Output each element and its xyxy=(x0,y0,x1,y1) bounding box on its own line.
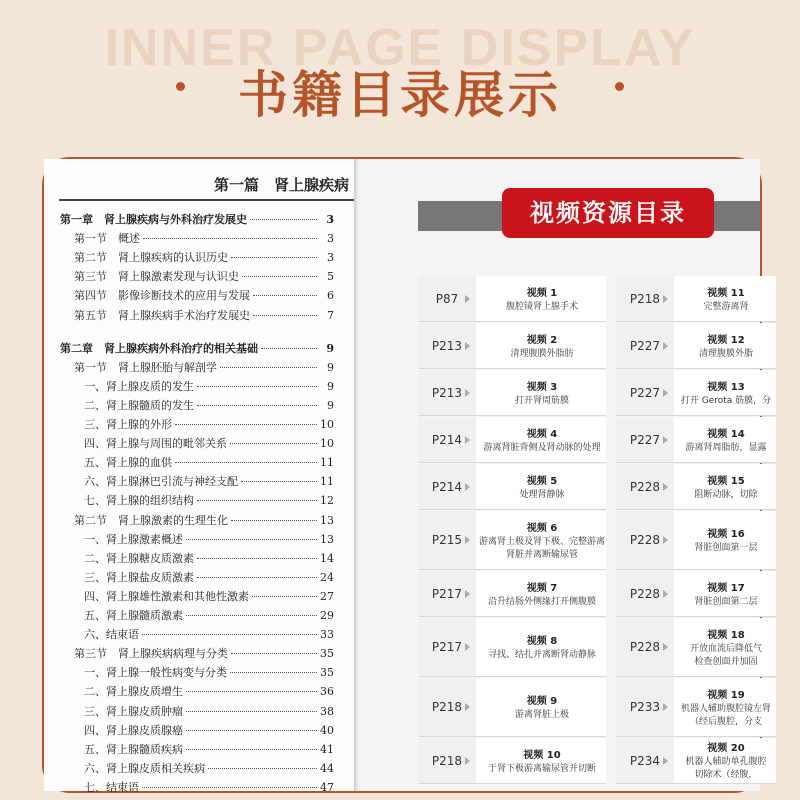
video-info xyxy=(478,370,606,415)
video-row[interactable] xyxy=(418,370,606,416)
toc-page xyxy=(44,159,357,794)
video-row[interactable] xyxy=(418,738,606,784)
toc-item xyxy=(84,760,334,778)
toc-page-number: 14 xyxy=(320,551,334,565)
toc-page-number: 6 xyxy=(327,289,334,303)
toc-label: 三、肾上腺皮质肿瘤 xyxy=(84,704,183,718)
toc-item xyxy=(84,397,334,415)
video-info xyxy=(676,464,776,509)
video-title: 视频 2 xyxy=(526,334,558,346)
toc-leader xyxy=(186,539,317,540)
video-info xyxy=(676,323,776,368)
toc-leader xyxy=(175,462,317,463)
video-description: 游离肾脏上极 xyxy=(514,710,569,720)
toc-page-number: 9 xyxy=(327,398,334,412)
video-info xyxy=(478,511,606,569)
toc-page-number: 10 xyxy=(320,418,334,431)
toc-leader xyxy=(253,295,317,296)
toc-page-number: 11 xyxy=(320,475,334,489)
toc-label: 三、肾上腺盐皮质激素 xyxy=(84,570,194,584)
toc-label: 三、肾上腺的外形 xyxy=(84,418,172,431)
video-title: 视频 7 xyxy=(526,582,558,594)
video-description: 肾脏创面第二层 xyxy=(694,596,758,607)
toc-label: 二、肾上腺皮质增生 xyxy=(84,685,183,699)
video-info xyxy=(478,464,606,509)
video-description: 肾脏创面第一层 xyxy=(694,543,758,553)
video-page-ref: P218 xyxy=(418,678,476,736)
video-description: 打开 Gerota 筋膜，分 xyxy=(680,395,772,406)
video-description: 开放血流后降低气 检查创面并加固 xyxy=(689,643,762,667)
toc-label: 一、肾上腺皮质的发生 xyxy=(84,379,194,393)
toc-label: 五、肾上腺的血供 xyxy=(84,456,172,470)
video-description: 于肾下极游离输尿管并切断 xyxy=(487,763,596,774)
toc-item xyxy=(84,588,334,606)
video-description: 游离肾上极及肾下极、完整游离 肾脏并离断输尿管 xyxy=(478,536,605,560)
toc-item xyxy=(84,703,334,721)
toc-leader xyxy=(208,768,317,769)
video-index-badge: 视频资源目录 xyxy=(502,188,714,238)
toc-label: 第二节 肾上腺激素的生理生化 xyxy=(74,513,228,527)
video-row[interactable] xyxy=(616,276,776,322)
toc-leader xyxy=(250,219,317,220)
toc-leader xyxy=(142,787,317,788)
toc-page-number: 36 xyxy=(320,685,334,699)
toc-chapter xyxy=(60,211,334,229)
toc-item xyxy=(84,473,334,491)
toc-page-number: 24 xyxy=(320,570,334,584)
video-description: 清理腹膜外脂 xyxy=(698,348,753,359)
toc-item xyxy=(84,454,334,472)
toc-item xyxy=(84,779,334,797)
toc-leader xyxy=(252,596,317,597)
video-row[interactable] xyxy=(616,417,776,463)
video-info xyxy=(676,571,776,616)
toc-page-number: 41 xyxy=(320,742,334,756)
video-title: 视频 9 xyxy=(526,696,558,707)
toc-page-number: 13 xyxy=(320,513,334,527)
toc-label: 第三节 肾上腺激素发现与认识史 xyxy=(74,270,239,284)
video-row[interactable] xyxy=(616,511,776,570)
toc-item xyxy=(84,492,334,510)
toc-label: 二、肾上腺糖皮质激素 xyxy=(84,551,194,565)
toc-item xyxy=(84,569,334,587)
video-row[interactable] xyxy=(418,323,606,369)
part-title-rule xyxy=(59,199,359,201)
toc-page-number: 5 xyxy=(327,270,334,284)
video-title: 视频 15 xyxy=(707,475,745,487)
toc-label: 七、肾上腺的组织结构 xyxy=(84,494,194,508)
video-info xyxy=(478,618,606,676)
toc-section xyxy=(74,359,334,377)
video-description: 完整游离肾 xyxy=(703,301,749,312)
toc-label: 二、肾上腺髓质的发生 xyxy=(84,398,194,412)
video-page-ref: P228 xyxy=(616,571,674,616)
toc-leader xyxy=(242,276,317,277)
video-page-ref: P87 xyxy=(418,276,476,321)
video-description: 阻断动脉，切除 xyxy=(694,489,758,500)
video-row[interactable] xyxy=(418,464,606,510)
video-description: 寻找、结扎并离断肾动静脉 xyxy=(487,650,596,660)
video-title: 视频 17 xyxy=(707,582,745,594)
background-watermark: INNER PAGE DISPLAY xyxy=(104,19,696,77)
toc-section xyxy=(74,645,334,663)
video-title: 视频 3 xyxy=(526,381,558,393)
video-page-ref: P214 xyxy=(418,417,476,462)
toc-label: 七、结束语 xyxy=(84,780,139,794)
video-title: 视频 8 xyxy=(526,636,558,647)
video-description: 机器人辅助腹腔镜左肾 （经后腹腔，分支 xyxy=(680,703,771,727)
video-page-ref: P217 xyxy=(418,571,476,616)
toc-label: 五、肾上腺髓质激素 xyxy=(84,609,183,622)
video-row[interactable] xyxy=(616,738,776,784)
video-page-ref: P233 xyxy=(616,678,674,736)
video-row[interactable] xyxy=(616,464,776,510)
toc-leader xyxy=(230,672,317,673)
toc-label: 六、结束语 xyxy=(84,628,139,642)
toc-item xyxy=(84,741,334,759)
toc-label: 第一节 概述 xyxy=(74,232,140,246)
toc-leader xyxy=(197,577,317,578)
video-page-ref: P234 xyxy=(616,738,674,783)
video-title: 视频 5 xyxy=(526,475,558,487)
video-info xyxy=(478,417,606,462)
video-page-ref: P218 xyxy=(616,276,674,321)
toc-section xyxy=(74,512,334,530)
video-info xyxy=(676,678,776,736)
part-title: 第一篇 肾上腺疾病 xyxy=(214,176,350,194)
toc-label: 四、肾上腺皮质腺癌 xyxy=(84,723,183,737)
video-info xyxy=(676,511,776,569)
toc-leader xyxy=(143,238,317,239)
toc-page-number: 13 xyxy=(320,532,334,546)
toc-item xyxy=(84,531,334,549)
toc-chapter xyxy=(60,340,334,358)
video-info xyxy=(676,370,776,415)
toc-item xyxy=(84,416,334,434)
toc-label: 第五节 肾上腺疾病手术治疗发展史 xyxy=(74,308,250,322)
video-title: 视频 12 xyxy=(707,334,745,346)
video-row[interactable] xyxy=(616,618,776,677)
toc-section xyxy=(74,287,334,305)
video-page-ref: P218 xyxy=(418,738,476,783)
video-page-ref: P228 xyxy=(616,618,674,676)
video-title: 视频 19 xyxy=(707,689,745,701)
toc-leader xyxy=(230,443,317,444)
toc-leader xyxy=(186,691,317,692)
video-info xyxy=(676,738,776,783)
video-title: 视频 6 xyxy=(526,522,558,534)
toc-leader xyxy=(186,711,317,712)
toc-item xyxy=(84,722,334,740)
video-info xyxy=(478,323,606,368)
toc-page-number: 12 xyxy=(320,494,334,508)
video-info xyxy=(478,276,606,321)
video-title: 视频 18 xyxy=(707,629,745,641)
toc-leader xyxy=(186,615,317,616)
toc-leader xyxy=(186,730,317,731)
toc-leader xyxy=(231,520,317,521)
video-info xyxy=(676,276,776,321)
video-description: 清理腹膜外脂肪 xyxy=(510,348,574,359)
toc-page-number: 40 xyxy=(320,723,334,737)
toc-item xyxy=(84,626,334,644)
toc-page-number: 7 xyxy=(327,308,334,322)
toc-label: 第二节 肾上腺疾病的认识历史 xyxy=(74,251,228,265)
video-page-ref: P213 xyxy=(418,323,476,368)
video-page-ref: P215 xyxy=(418,511,476,569)
video-title: 视频 10 xyxy=(523,749,561,761)
toc-page-number: 3 xyxy=(326,213,334,226)
toc-page-number: 38 xyxy=(320,704,334,718)
video-description: 沿升结肠外侧缘打开侧腹膜 xyxy=(487,596,596,607)
toc-page-number: 9 xyxy=(327,360,334,374)
video-page-ref: P227 xyxy=(616,417,674,462)
toc-leader xyxy=(253,315,317,316)
toc-section xyxy=(74,268,334,286)
toc-page-number: 9 xyxy=(327,379,334,393)
video-description: 处理肾静脉 xyxy=(519,489,565,500)
toc-label: 第一章 肾上腺疾病与外科治疗发展史 xyxy=(60,213,247,226)
toc-item xyxy=(84,683,334,701)
video-description: 机器人辅助单孔腹腔 切除术（经腹， xyxy=(685,757,767,780)
video-page-ref: P227 xyxy=(616,370,674,415)
toc-section xyxy=(74,230,334,248)
toc-label: 第二章 肾上腺疾病外科治疗的相关基础 xyxy=(60,341,258,355)
video-row[interactable] xyxy=(616,571,776,617)
toc-label: 一、肾上腺一般性病变与分类 xyxy=(84,666,227,680)
toc-leader xyxy=(175,424,317,425)
video-description: 游离肾脏背侧及肾动脉的处理 xyxy=(483,442,601,453)
video-page-ref: P227 xyxy=(616,323,674,368)
toc-leader xyxy=(186,749,317,750)
video-info xyxy=(478,678,606,736)
toc-label: 四、肾上腺雄性激素和其他性激素 xyxy=(84,589,249,603)
toc-page-number: 44 xyxy=(320,761,334,775)
toc-leader xyxy=(231,653,317,654)
toc-item xyxy=(84,664,334,682)
toc-label: 五、肾上腺髓质疾病 xyxy=(84,742,183,756)
toc-label: 第一节 肾上腺胚胎与解剖学 xyxy=(74,360,217,374)
video-title: 视频 4 xyxy=(526,428,558,440)
toc-label: 六、肾上腺皮质相关疾病 xyxy=(84,761,205,775)
video-info xyxy=(676,618,776,676)
toc-item xyxy=(84,607,334,625)
toc-item xyxy=(84,550,334,568)
video-page-ref: P217 xyxy=(418,618,476,676)
toc-section xyxy=(74,249,334,267)
video-title: 视频 20 xyxy=(707,743,745,754)
video-title: 视频 1 xyxy=(526,287,558,299)
toc-section xyxy=(74,307,334,325)
video-description: 游离肾周脂肪，显露 xyxy=(685,442,767,453)
toc-page-number: 3 xyxy=(327,251,334,265)
video-description: 打开肾周筋膜 xyxy=(514,395,569,406)
video-page-ref: P213 xyxy=(418,370,476,415)
video-row[interactable] xyxy=(418,678,606,737)
toc-label: 六、肾上腺淋巴引流与神经支配 xyxy=(84,475,238,489)
toc-leader xyxy=(197,405,317,406)
video-row[interactable] xyxy=(616,370,776,416)
video-page-ref: P214 xyxy=(418,464,476,509)
video-title: 视频 11 xyxy=(707,287,745,299)
toc-label: 第三节 肾上腺疾病病理与分类 xyxy=(74,647,228,661)
toc-label: 四、肾上腺与周围的毗邻关系 xyxy=(84,437,227,451)
video-page-ref: P228 xyxy=(616,464,674,509)
toc-label: 一、肾上腺激素概述 xyxy=(84,532,183,546)
toc-item xyxy=(84,435,334,453)
video-row[interactable] xyxy=(418,417,606,463)
toc-page-number: 29 xyxy=(320,609,334,622)
toc-leader xyxy=(220,367,317,368)
toc-label: 第四节 影像诊断技术的应用与发展 xyxy=(74,289,250,303)
video-index-page xyxy=(360,159,772,791)
page-title: 书籍目录展示 xyxy=(238,66,562,124)
video-info xyxy=(478,738,606,783)
video-row[interactable] xyxy=(616,678,776,737)
toc-page-number: 3 xyxy=(327,232,334,246)
toc-page-number: 11 xyxy=(320,456,334,470)
video-title: 视频 13 xyxy=(707,381,745,393)
toc-leader xyxy=(197,386,317,387)
video-row[interactable] xyxy=(418,571,606,617)
toc-page-number: 27 xyxy=(320,589,334,603)
book-preview-frame xyxy=(42,157,772,794)
video-row[interactable] xyxy=(616,323,776,369)
toc-page-number: 47 xyxy=(320,780,334,794)
title-dot-right xyxy=(615,82,624,91)
toc-leader xyxy=(231,257,317,258)
toc-leader xyxy=(261,348,317,349)
video-title: 视频 16 xyxy=(707,529,745,540)
toc-page-number: 33 xyxy=(320,628,334,642)
toc-leader xyxy=(241,481,317,482)
toc-leader xyxy=(197,500,317,501)
video-info xyxy=(478,571,606,616)
video-row[interactable] xyxy=(418,276,606,322)
toc-leader xyxy=(197,558,317,559)
toc-page-number: 10 xyxy=(320,437,334,451)
toc-page-number: 35 xyxy=(320,666,334,680)
video-title: 视频 14 xyxy=(707,428,745,440)
video-row[interactable] xyxy=(418,618,606,677)
video-info xyxy=(676,417,776,462)
toc-leader xyxy=(142,634,317,635)
video-page-ref: P228 xyxy=(616,511,674,569)
toc-item xyxy=(84,378,334,396)
toc-page-number: 9 xyxy=(326,341,334,355)
video-row[interactable] xyxy=(418,511,606,570)
toc-page-number: 35 xyxy=(320,647,334,661)
video-description: 腹腔镜肾上腺手术 xyxy=(505,301,578,312)
